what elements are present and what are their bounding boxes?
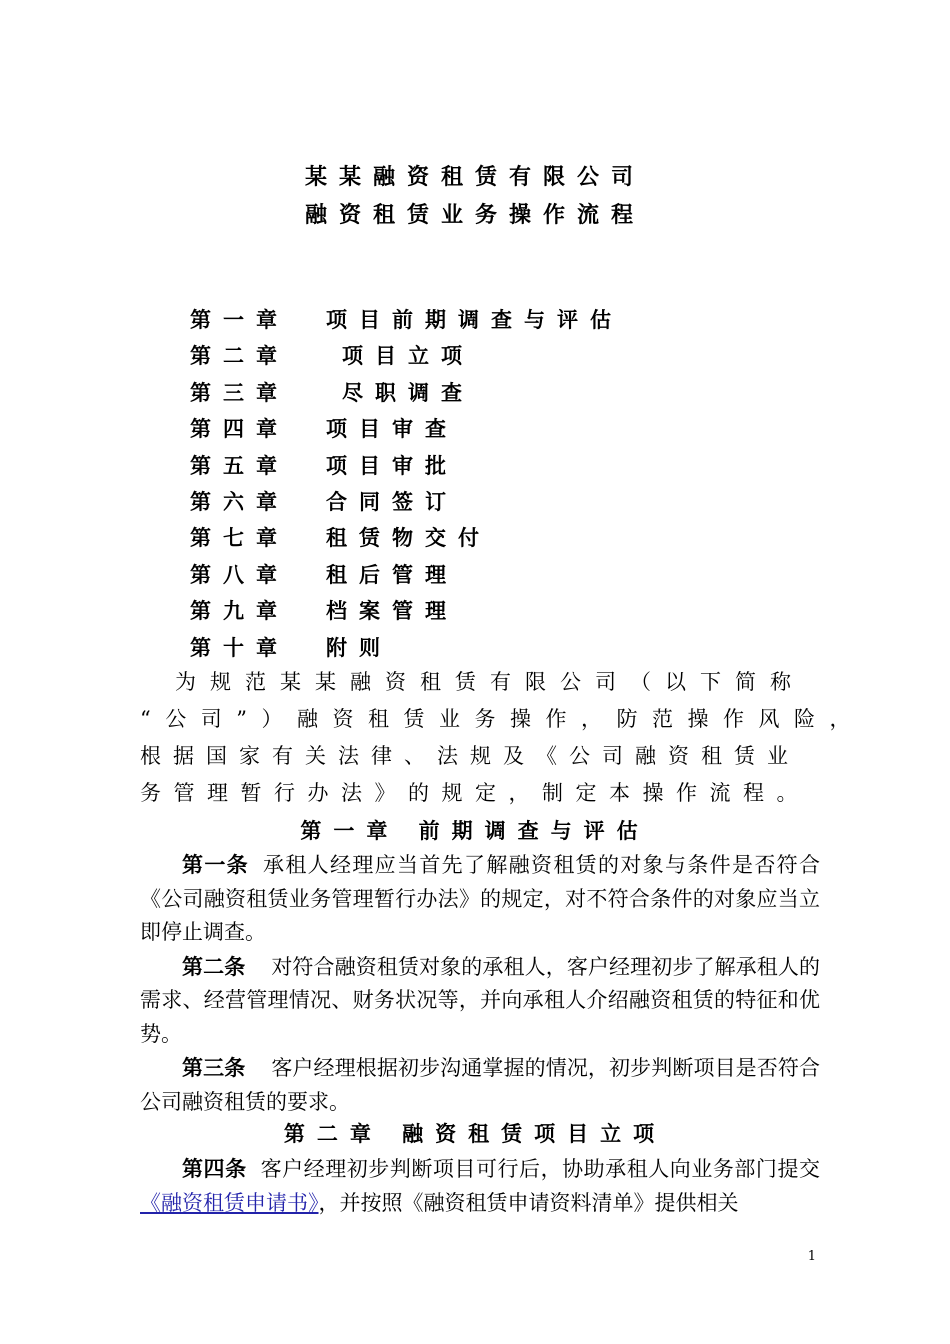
intro-line: 为规范某某融资租赁有限公司（以下简称 (140, 670, 805, 694)
toc-title: 项目审查 (326, 416, 458, 442)
toc-chapter: 第三章 (190, 379, 289, 405)
toc-title: 租赁物交付 (326, 525, 491, 551)
chapter-heading: 第一章 前期调查与评估 (300, 818, 650, 843)
toc-chapter: 第二章 (190, 343, 289, 369)
intro-line: “公司”）融资租赁业务操作，防范操作风险， (140, 707, 865, 731)
intro-paragraph (140, 664, 865, 812)
article-paragraph (140, 950, 820, 1052)
toc-item (190, 448, 790, 484)
toc-item (190, 484, 790, 520)
toc-chapter: 第五章 (190, 452, 289, 478)
chapter-2-body (140, 1152, 820, 1220)
toc-chapter: 第七章 (190, 525, 289, 551)
toc-chapter: 第九章 (190, 598, 289, 624)
company-title: 某某融资租赁有限公司 (304, 164, 645, 190)
toc-item (190, 520, 790, 556)
article-paragraph (140, 1152, 820, 1220)
article-text: 客户经理初步判断项目可行后，协助承租人向业务部门提交 (260, 1157, 820, 1181)
article-label: 第一条 (182, 852, 249, 877)
toc-chapter: 第六章 (190, 488, 289, 514)
article-label: 第二条 (182, 953, 246, 979)
toc-chapter: 第一章 (190, 307, 289, 332)
toc-item (190, 338, 790, 374)
toc-title: 档案管理 (326, 598, 458, 624)
intro-line: 务管理暂行办法》的规定，制定本操作流程。 (140, 781, 810, 805)
toc-item (190, 557, 790, 593)
article-text: ，并按照《融资租赁申请资料清单》提供相关 (318, 1190, 739, 1215)
table-of-contents (190, 302, 790, 666)
article-label: 第三条 (182, 1055, 246, 1080)
article-text: 承租人经理应当首先了解融资租赁的对象与条件是否符合《公司融资租赁业务管理暂行办法》的规定，对不符合条件的对象应当立即停止调查。 (140, 853, 820, 944)
toc-item (190, 630, 790, 666)
article-paragraph (140, 848, 820, 950)
chapter-heading: 第二章 融资租赁项目立项 (283, 1121, 667, 1146)
toc-title: 尽职调查 (342, 379, 474, 405)
toc-title: 项目立项 (342, 343, 474, 369)
toc-title: 合同签订 (326, 488, 458, 514)
article-label: 第四条 (182, 1156, 247, 1181)
application-form-link[interactable]: 《融资租赁申请书》 (140, 1190, 319, 1215)
toc-item (190, 302, 790, 338)
toc-title: 项目前期调查与评估 (326, 307, 623, 332)
toc-item (190, 375, 790, 411)
intro-line: 根据国家有关法律、法规及《公司融资租赁业 (140, 744, 800, 768)
toc-item (190, 593, 790, 629)
toc-chapter: 第四章 (190, 416, 289, 442)
toc-chapter: 第十章 (190, 634, 289, 660)
article-text: 客户经理根据初步沟通掌握的情况，初步判断项目是否符合公司融资租赁的要求。 (140, 1056, 821, 1114)
document-title: 融资租赁业务操作流程 (304, 202, 645, 228)
page-number: 1 (807, 1249, 816, 1264)
article-paragraph (140, 1051, 820, 1119)
chapter-1-body (140, 848, 820, 1119)
toc-title: 租后管理 (326, 561, 458, 587)
toc-title: 附则 (326, 634, 392, 660)
toc-title: 项目审批 (326, 452, 458, 478)
toc-chapter: 第八章 (190, 561, 289, 587)
article-text: 对符合融资租赁对象的承租人，客户经理初步了解承租人的需求、经营管理情况、财务状况等，并向承租人介绍融资租赁的特征和优势。 (140, 954, 821, 1046)
toc-item (190, 411, 790, 447)
